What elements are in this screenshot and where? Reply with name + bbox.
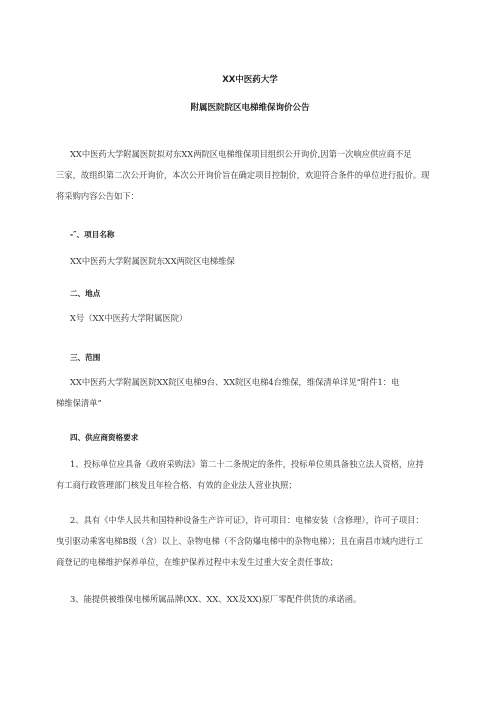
section-4-heading: 四、供应商资格要求: [70, 433, 139, 442]
section-2-heading: 二、地点: [70, 289, 101, 298]
requirement-1: [56, 454, 456, 496]
requirement-line: 曳引驱动乘客电梯B级（含）以上、杂物电梯（不含防爆电梯中的杂物电梯）；且在南昌市域内进行工: [56, 536, 424, 546]
requirement-line: 1、投标单位应具备《政府采购法》第二十二条规定的条件，投标单位须具备独立法人资格，应持: [70, 459, 424, 469]
intro-line: XX中医药大学附属医院拟对东XX两院区电梯维保项目组织公开询价,因第一次响应供应商不足: [70, 149, 412, 159]
section-3-paragraph: [56, 372, 456, 414]
section-2-text: X号（XX中医药大学附属医院）: [70, 313, 188, 323]
requirement-line: 有工商行政管理部门核发且年检合格、有效的企业法人营业执照；: [56, 480, 297, 490]
document-title: XX中医药大学: [222, 75, 278, 85]
intro-line: 将采购内容公告如下：: [56, 191, 139, 201]
intro-paragraph: [56, 144, 456, 207]
section-3-heading: 三、范围: [70, 353, 101, 362]
section-1-heading: -″、项目名称: [70, 230, 115, 239]
document-subtitle: 附属医院院区电梯维保询价公告: [190, 103, 310, 113]
requirement-line: 3、能提供被维保电梯所属品牌(XX、XX、XX及XX)原厂零配件供货的承诺函。: [70, 594, 362, 604]
requirement-line: 2、具有《中华人民共和国特种设备生产许可证》，许可项目：电梯安装（含修理），许可子项目：: [70, 515, 424, 525]
requirement-3: [56, 589, 456, 610]
section-3-line: 梯维保清单”: [56, 398, 102, 408]
section-1-text: XX中医药大学附属医院东XX两院区电梯维保: [70, 256, 235, 266]
requirement-2: [56, 510, 456, 573]
requirement-line: 商登记的电梯维护保养单位，在维护保养过程中未发生过重大安全责任事故；: [56, 557, 339, 567]
section-3-line: XX中医药大学附属医院XX院区电梯9台、XX院区电梯4台维保，维保清单详见“附件1：电: [70, 377, 400, 387]
intro-line: 三家，故组织第二次公开询价，本次公开询价旨在确定项目控制价，欢迎符合条件的单位进行报价。现: [56, 170, 430, 180]
